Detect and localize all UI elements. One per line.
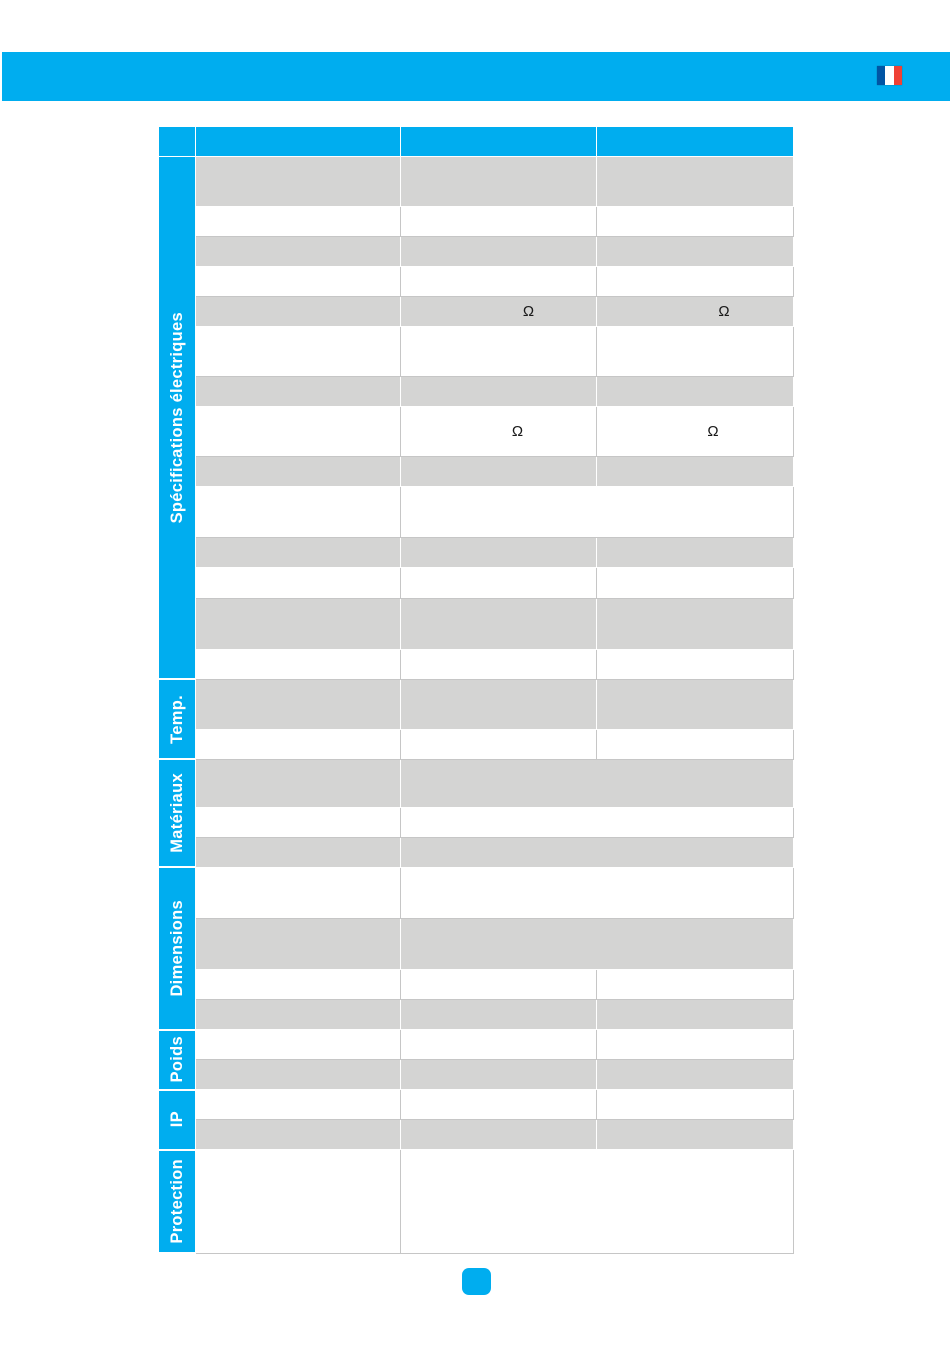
table-cell bbox=[597, 999, 794, 1029]
flag-blue-stripe bbox=[877, 66, 885, 85]
table-cell bbox=[401, 999, 597, 1029]
table-row bbox=[159, 759, 794, 807]
table-cell bbox=[597, 1120, 794, 1150]
table-cell bbox=[401, 377, 597, 407]
table-cell bbox=[196, 1090, 401, 1120]
table-row bbox=[159, 918, 794, 969]
table-row bbox=[159, 1060, 794, 1090]
table-cell bbox=[196, 538, 401, 568]
table-cell bbox=[196, 1120, 401, 1150]
table-cell bbox=[196, 1150, 401, 1253]
table-cell bbox=[196, 1030, 401, 1060]
table-cell bbox=[401, 969, 597, 999]
table-cell bbox=[401, 207, 597, 237]
table-cell bbox=[401, 649, 597, 679]
table-cell bbox=[196, 1060, 401, 1090]
table-row bbox=[159, 407, 794, 457]
french-flag-icon[interactable] bbox=[877, 66, 902, 85]
table-cell bbox=[597, 1060, 794, 1090]
group-electrical-specs bbox=[159, 157, 196, 680]
table-cell bbox=[196, 327, 401, 377]
table-cell bbox=[196, 918, 401, 969]
table-row bbox=[159, 457, 794, 487]
table-cell bbox=[196, 969, 401, 999]
table-cell bbox=[597, 237, 794, 267]
table-cell bbox=[196, 837, 401, 867]
table-cell-merged bbox=[401, 867, 794, 918]
header-cell-model-1 bbox=[401, 127, 597, 157]
table-cell bbox=[196, 407, 401, 457]
table-cell-merged bbox=[401, 918, 794, 969]
table-cell bbox=[597, 969, 794, 999]
table-cell bbox=[597, 729, 794, 759]
table-cell bbox=[196, 649, 401, 679]
table-cell bbox=[597, 297, 794, 327]
table-cell bbox=[196, 237, 401, 267]
table-row bbox=[159, 649, 794, 679]
table-cell bbox=[401, 1060, 597, 1090]
table-cell bbox=[196, 598, 401, 649]
table-cell-merged bbox=[401, 487, 794, 538]
group-label: Spécifications électriques bbox=[167, 311, 186, 524]
header-cell-group bbox=[159, 127, 196, 157]
table-row bbox=[159, 867, 794, 918]
group-dimensions bbox=[159, 867, 196, 1029]
ohm-symbol: Ω bbox=[522, 303, 535, 321]
flag-white-stripe bbox=[885, 66, 893, 85]
group-label: Protection bbox=[167, 1159, 186, 1244]
table-cell bbox=[597, 568, 794, 598]
table-cell bbox=[196, 999, 401, 1029]
table-cell bbox=[597, 538, 794, 568]
table-cell bbox=[401, 327, 597, 377]
table-cell bbox=[597, 598, 794, 649]
header-cell-parameter bbox=[196, 127, 401, 157]
table-row bbox=[159, 327, 794, 377]
table-row bbox=[159, 807, 794, 837]
table-cell bbox=[196, 267, 401, 297]
table-cell bbox=[597, 1090, 794, 1120]
table-row bbox=[159, 1150, 794, 1253]
group-label: Matériaux bbox=[167, 773, 186, 854]
table-cell bbox=[597, 407, 794, 457]
table-cell bbox=[597, 157, 794, 207]
table-cell bbox=[597, 679, 794, 729]
table-row bbox=[159, 1120, 794, 1150]
table-cell bbox=[597, 267, 794, 297]
table-cell bbox=[597, 207, 794, 237]
table-cell-merged bbox=[401, 1150, 794, 1253]
group-protection bbox=[159, 1150, 196, 1253]
table-cell bbox=[401, 457, 597, 487]
table-row bbox=[159, 837, 794, 867]
table-row bbox=[159, 1090, 794, 1120]
table-row bbox=[159, 267, 794, 297]
table-cell bbox=[401, 1120, 597, 1150]
ohm-symbol: Ω bbox=[718, 303, 730, 321]
table-row bbox=[159, 207, 794, 237]
specifications-table bbox=[158, 126, 794, 1254]
table-cell bbox=[401, 1030, 597, 1060]
table-cell bbox=[597, 1030, 794, 1060]
group-label: Dimensions bbox=[167, 900, 186, 997]
table-cell bbox=[597, 649, 794, 679]
table-cell bbox=[196, 377, 401, 407]
table-cell bbox=[196, 568, 401, 598]
group-label: IP bbox=[167, 1111, 186, 1128]
top-header-bar bbox=[2, 52, 950, 101]
table-cell bbox=[196, 157, 401, 207]
table-cell bbox=[597, 457, 794, 487]
flag-red-stripe bbox=[894, 66, 902, 85]
group-label: Poids bbox=[167, 1036, 186, 1083]
table-cell bbox=[196, 297, 401, 327]
table-cell bbox=[401, 568, 597, 598]
table-cell bbox=[401, 729, 597, 759]
group-weight bbox=[159, 1030, 196, 1090]
table-cell bbox=[196, 679, 401, 729]
table-cell bbox=[401, 1090, 597, 1120]
header-cell-model-2 bbox=[597, 127, 794, 157]
table-cell bbox=[196, 457, 401, 487]
group-temperature bbox=[159, 679, 196, 759]
table-cell bbox=[401, 679, 597, 729]
table-row bbox=[159, 568, 794, 598]
table-row bbox=[159, 297, 794, 327]
table-cell-merged bbox=[401, 759, 794, 807]
table-cell bbox=[196, 807, 401, 837]
table-row bbox=[159, 598, 794, 649]
table-cell-merged bbox=[401, 837, 794, 867]
table-row bbox=[159, 679, 794, 729]
table-cell bbox=[401, 267, 597, 297]
table-cell bbox=[401, 538, 597, 568]
table-cell bbox=[401, 297, 597, 327]
table-cell bbox=[196, 729, 401, 759]
table-row bbox=[159, 157, 794, 207]
table-row bbox=[159, 487, 794, 538]
table-row bbox=[159, 538, 794, 568]
table-row bbox=[159, 237, 794, 267]
table-cell bbox=[401, 157, 597, 207]
ohm-symbol: Ω bbox=[707, 423, 719, 441]
table-row bbox=[159, 969, 794, 999]
page-number-badge bbox=[462, 1268, 491, 1295]
table-header-row bbox=[159, 127, 794, 157]
table-cell-merged bbox=[401, 807, 794, 837]
group-materials bbox=[159, 759, 196, 867]
table-row bbox=[159, 1030, 794, 1060]
table-row bbox=[159, 999, 794, 1029]
table-cell bbox=[401, 237, 597, 267]
table-cell bbox=[196, 759, 401, 807]
table-cell bbox=[401, 598, 597, 649]
table-cell bbox=[597, 377, 794, 407]
group-label: Temp. bbox=[167, 694, 186, 744]
group-ip bbox=[159, 1090, 196, 1150]
table-cell bbox=[401, 407, 597, 457]
table-row bbox=[159, 377, 794, 407]
table-row bbox=[159, 729, 794, 759]
table-cell bbox=[196, 207, 401, 237]
table-cell bbox=[196, 867, 401, 918]
table-cell bbox=[196, 487, 401, 538]
ohm-symbol: Ω bbox=[511, 423, 524, 441]
table-cell bbox=[597, 327, 794, 377]
